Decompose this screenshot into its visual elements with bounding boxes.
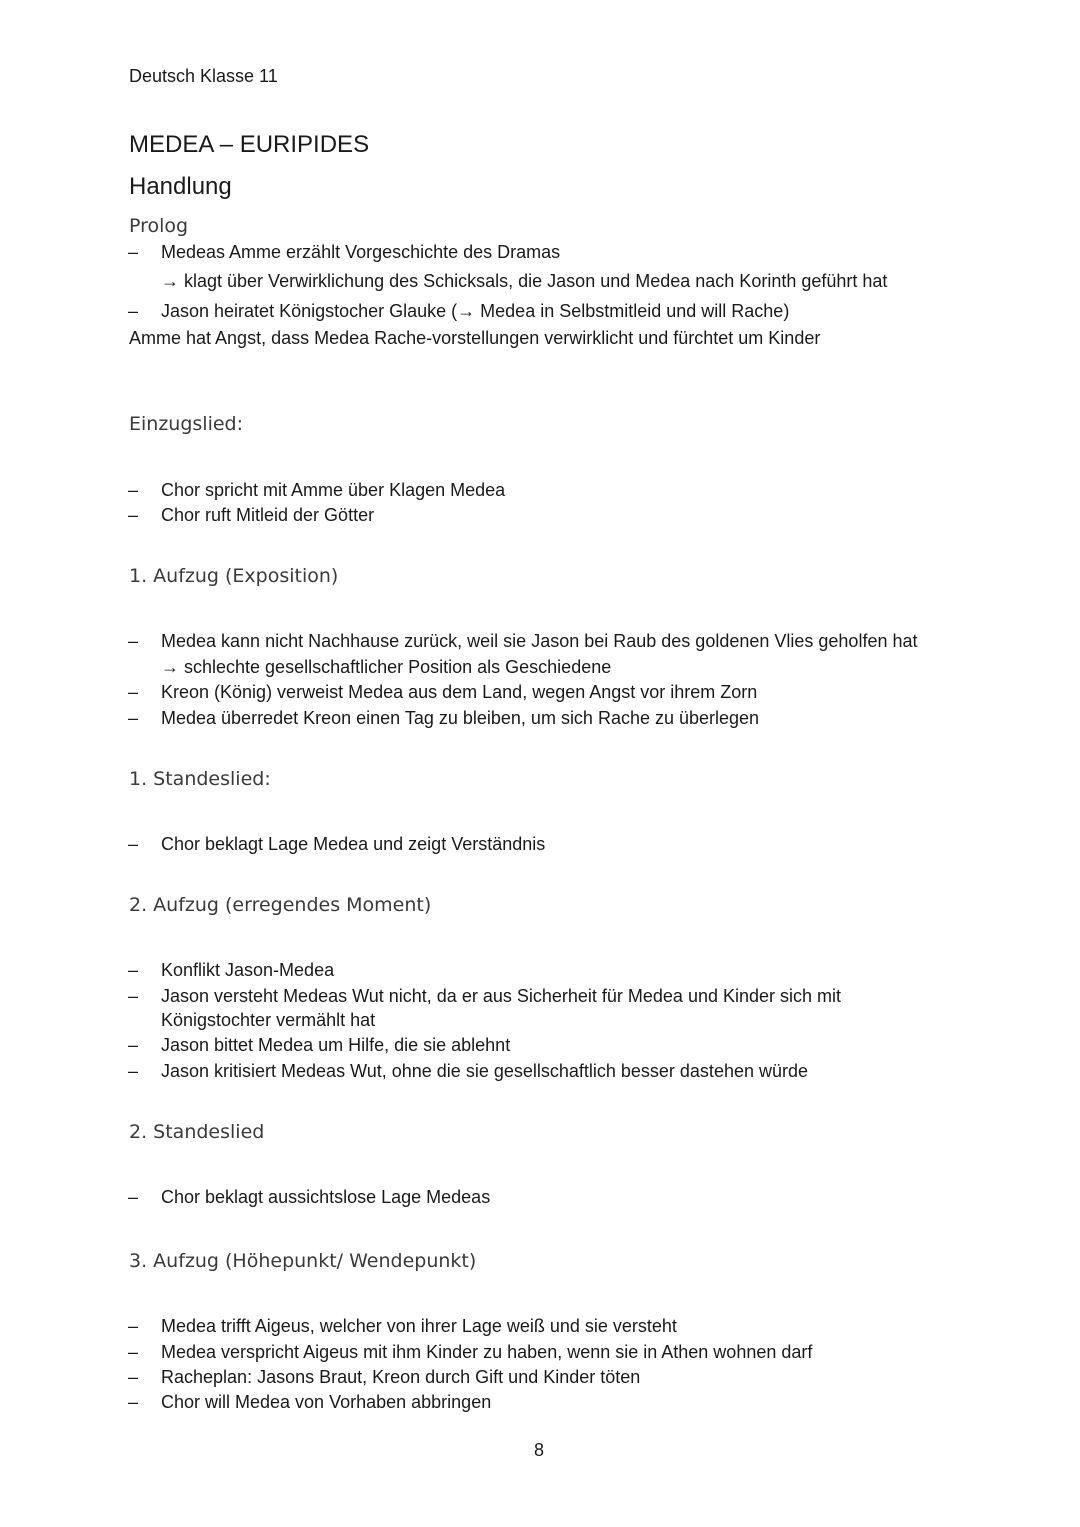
heading-standeslied-1: 1. Standeslied: — [129, 768, 271, 790]
list-item: Racheplan: Jasons Braut, Kreon durch Gift und Kinder töten — [161, 1367, 641, 1387]
bullet-dash: – — [128, 986, 139, 1006]
heading-aufzug-2: 2. Aufzug (erregendes Moment) — [129, 894, 432, 916]
list-item: → schlechte gesellschaftlicher Position als Geschiedene — [161, 657, 612, 677]
bullet-dash: – — [128, 708, 139, 728]
bullet-dash: – — [128, 1187, 139, 1207]
list-item: Jason bittet Medea um Hilfe, die sie ablehnt — [161, 1035, 511, 1055]
list-item: Chor will Medea von Vorhaben abbringen — [161, 1392, 492, 1412]
list-item: Kreon (König) verweist Medea aus dem Land, wegen Angst vor ihrem Zorn — [161, 682, 758, 702]
bullet-dash: – — [128, 960, 139, 980]
list-item: Chor ruft Mitleid der Götter — [161, 505, 375, 525]
list-item: Jason heiratet Königstocher Glauke (→ Medea in Selbstmitleid und will Rache) — [161, 301, 790, 321]
heading-einzugslied: Einzugslied: — [129, 413, 244, 435]
list-item: Chor beklagt aussichtslose Lage Medeas — [161, 1187, 491, 1207]
heading-aufzug-3: 3. Aufzug (Höhepunkt/ Wendepunkt) — [129, 1250, 477, 1272]
page-number: 8 — [534, 1440, 545, 1460]
list-item: Jason kritisiert Medeas Wut, ohne die sie gesellschaftlich besser dastehen würde — [161, 1061, 809, 1081]
list-item: Medeas Amme erzählt Vorgeschichte des Dramas — [161, 242, 561, 262]
list-item: Medea verspricht Aigeus mit ihm Kinder zu haben, wenn sie in Athen wohnen darf — [161, 1342, 813, 1362]
document-title: MEDEA – EURIPIDES — [129, 131, 370, 158]
bullet-dash: – — [128, 1367, 139, 1387]
bullet-dash: – — [128, 505, 139, 525]
list-item-continuation: Königstochter vermählt hat — [161, 1010, 376, 1030]
bullet-dash: – — [128, 1316, 139, 1336]
list-item: Medea trifft Aigeus, welcher von ihrer Lage weiß und sie versteht — [161, 1316, 677, 1336]
list-item: → klagt über Verwirklichung des Schicksals, die Jason und Medea nach Korinth geführt hat — [161, 271, 888, 291]
list-item: Chor spricht mit Amme über Klagen Medea — [161, 480, 506, 500]
paragraph: Amme hat Angst, dass Medea Rache-vorstellungen verwirklicht und fürchtet um Kinder — [129, 328, 821, 348]
bullet-dash: – — [128, 1342, 139, 1362]
heading-aufzug-1: 1. Aufzug (Exposition) — [129, 565, 339, 587]
bullet-dash: – — [128, 631, 139, 651]
bullet-dash: – — [128, 301, 139, 321]
bullet-dash: – — [128, 834, 139, 854]
bullet-dash: – — [128, 682, 139, 702]
list-item: Medea überredet Kreon einen Tag zu bleiben, um sich Rache zu überlegen — [161, 708, 760, 728]
bullet-dash: – — [128, 242, 139, 262]
heading-standeslied-2: 2. Standeslied — [129, 1121, 265, 1143]
bullet-dash: – — [128, 1035, 139, 1055]
bullet-dash: – — [128, 1392, 139, 1412]
list-item: Jason versteht Medeas Wut nicht, da er aus Sicherheit für Medea und Kinder sich mit — [161, 986, 842, 1006]
list-item: Konflikt Jason-Medea — [161, 960, 335, 980]
page-header: Deutsch Klasse 11 — [129, 66, 278, 86]
bullet-dash: – — [128, 1061, 139, 1081]
heading-prolog: Prolog — [129, 215, 189, 237]
list-item: Chor beklagt Lage Medea und zeigt Verständnis — [161, 834, 546, 854]
bullet-dash: – — [128, 480, 139, 500]
list-item: Medea kann nicht Nachhause zurück, weil sie Jason bei Raub des goldenen Vlies geholfen hat — [161, 631, 918, 651]
section-title-handlung: Handlung — [129, 173, 232, 200]
